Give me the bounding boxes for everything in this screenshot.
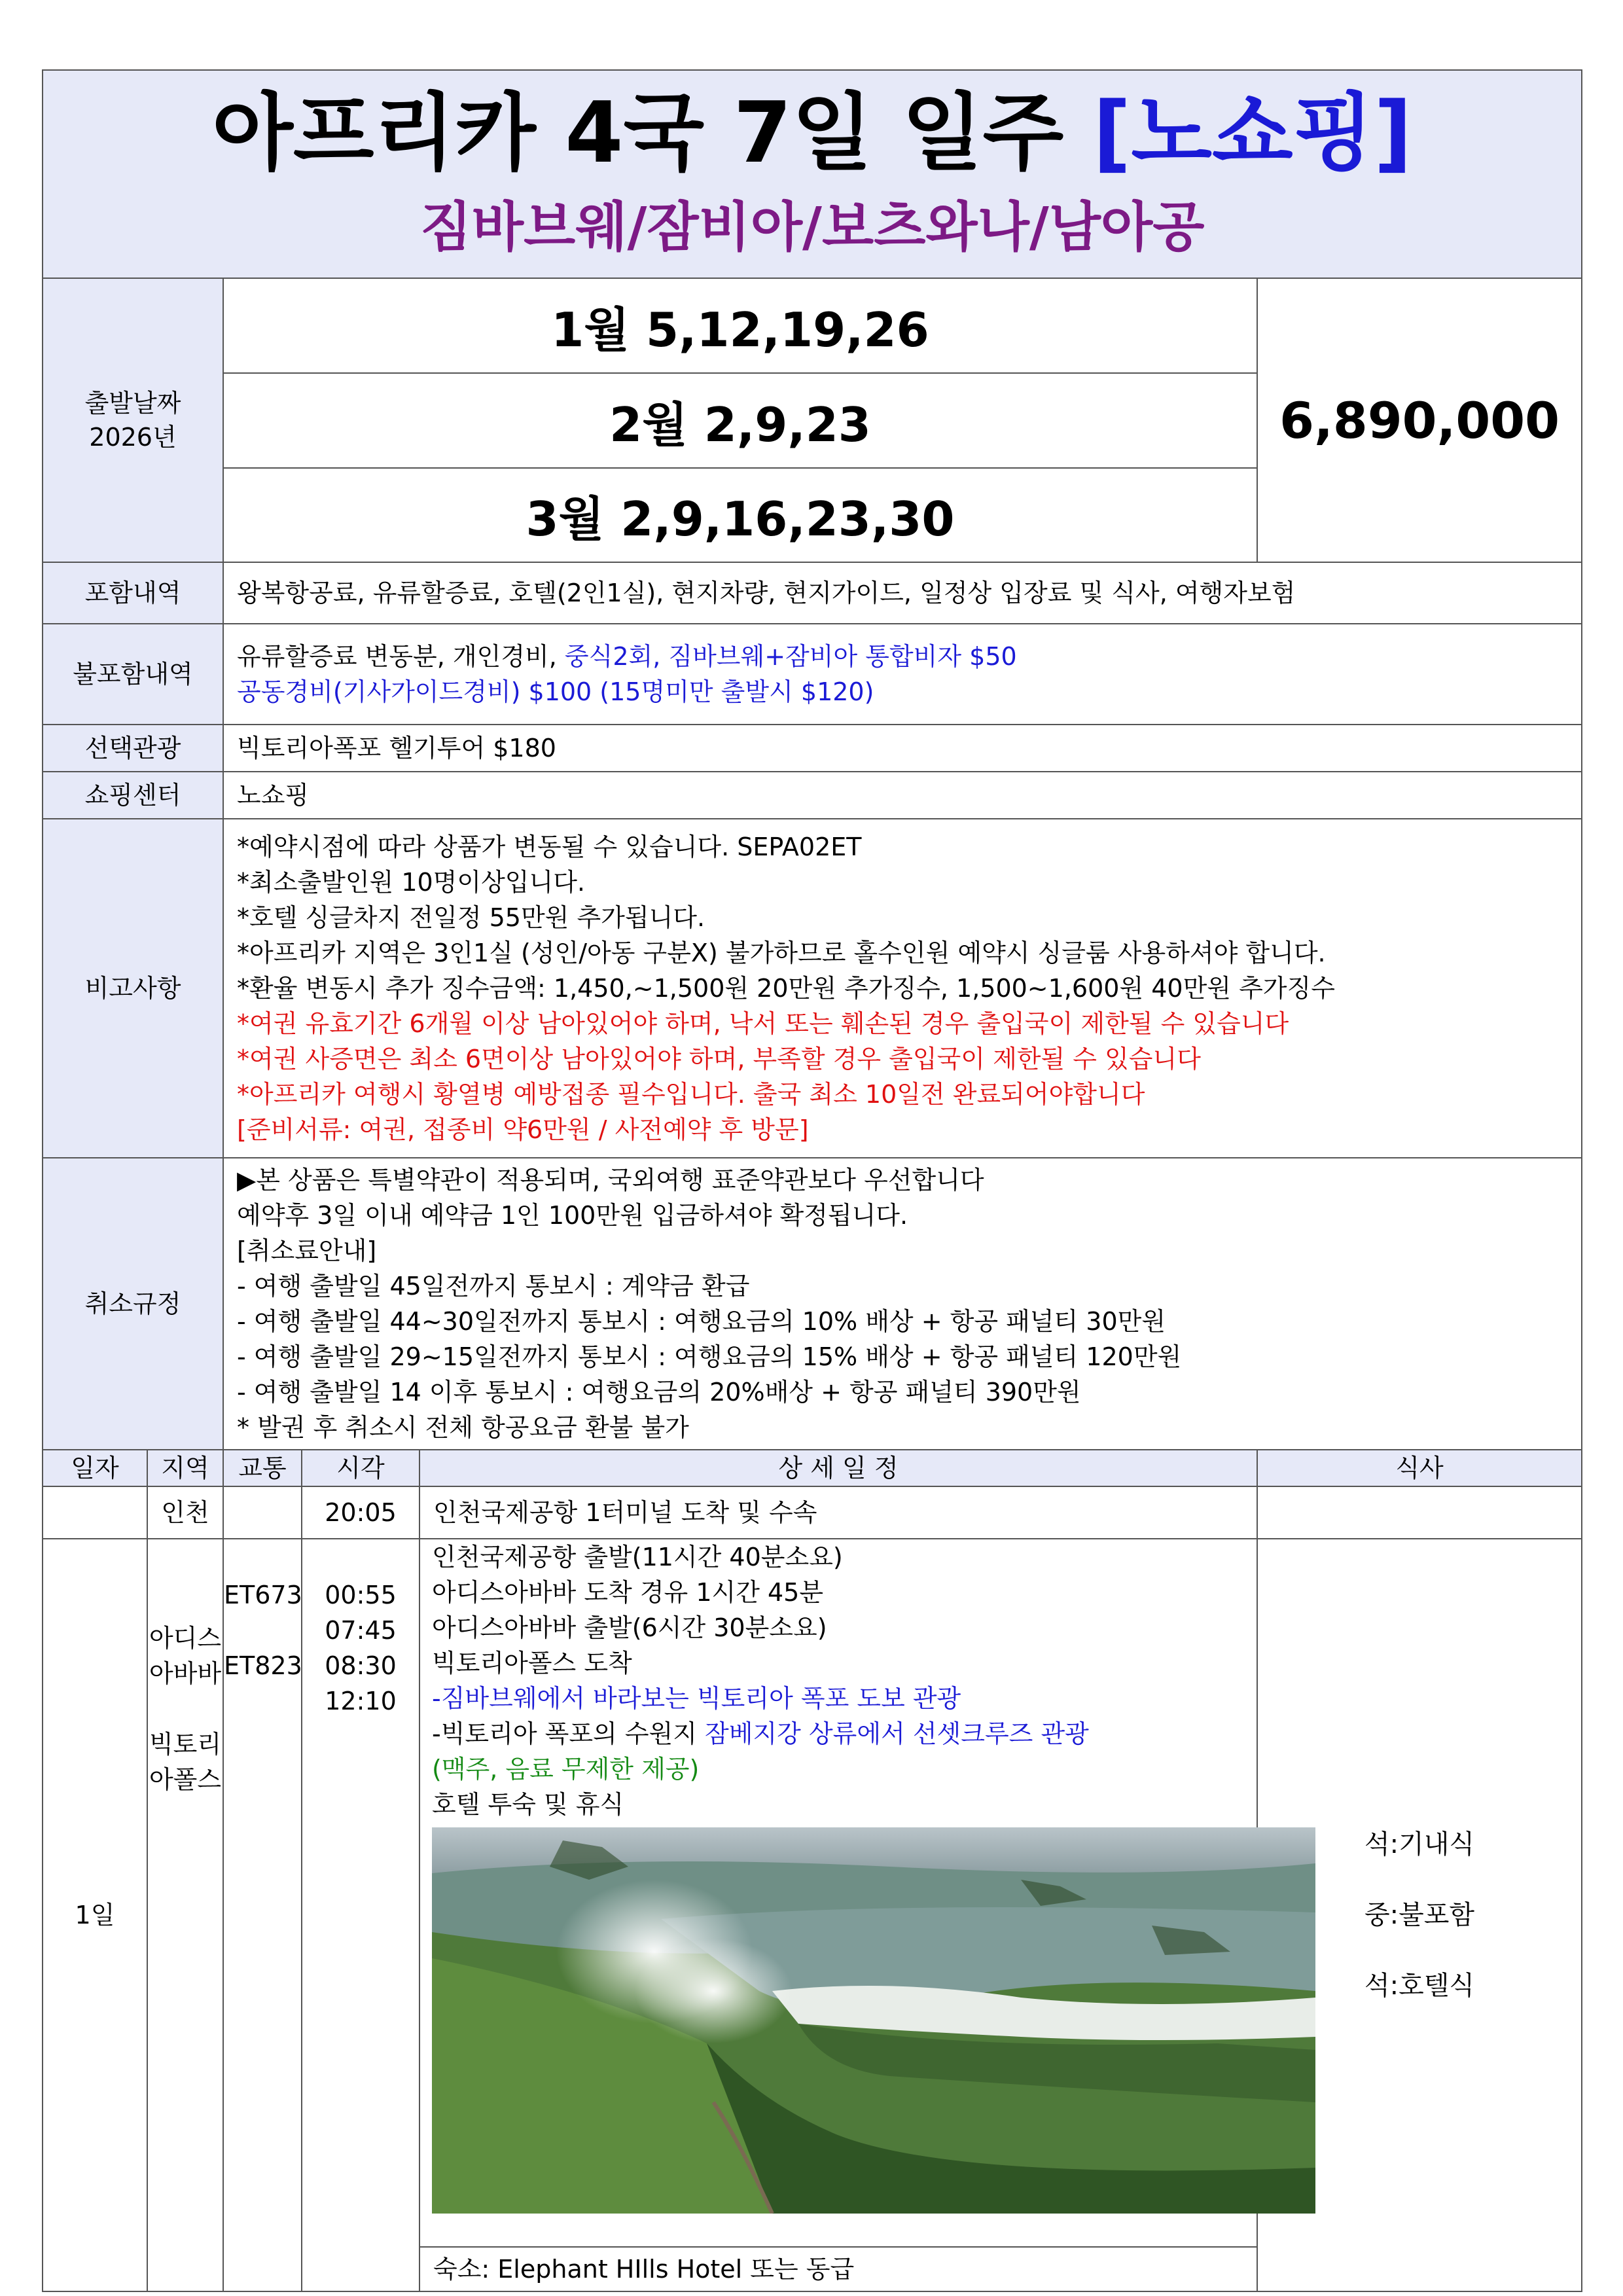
day0-region: 인천 xyxy=(147,1486,223,1539)
meal-dinner: 석:호텔식 xyxy=(1364,1971,1475,2001)
departure-date-row: 2월 2,9,23 xyxy=(223,373,1257,468)
col-header-region: 지역 xyxy=(147,1450,223,1486)
flight-number: ET823 xyxy=(224,1651,302,1680)
cancellation-line: - 여행 출발일 44~30일전까지 통보시 : 여행요금의 10% 배상 + 항공 패널티 30만원 xyxy=(237,1307,1166,1336)
day1-transport xyxy=(223,1539,302,2291)
remark-line: *예약시점에 따라 상품가 변동될 수 있습니다. SEPA02ET xyxy=(237,833,862,861)
excluded-label: 불포함내역 xyxy=(43,624,223,725)
day1-detail xyxy=(419,1539,1257,2247)
day0-detail: 인천국제공항 1터미널 도착 및 수속 xyxy=(419,1486,1257,1539)
remark-warning-line: *아프리카 여행시 황열병 예방접종 필수입니다. 출국 최소 10일전 완료되어야합니다 xyxy=(237,1080,1145,1109)
departure-date-row: 1월 5,12,19,26 xyxy=(223,278,1257,373)
schedule-line: 아디스아바바 출발(6시간 30분소요) xyxy=(432,1613,827,1642)
title-banner xyxy=(43,70,1582,278)
excluded-line1-highlight: 중식2회, 짐바브웨+잠비아 통합비자 $50 xyxy=(564,642,1017,671)
remark-line: *아프리카 지역은 3인1실 (성인/아동 구분X) 불가하므로 홀수인원 예약시 싱글룸 사용하셔야 합니다. xyxy=(237,939,1326,967)
cancellation-label: 취소규정 xyxy=(43,1158,223,1450)
cancellation-line: - 여행 출발일 14 이후 통보시 : 여행요금의 20%배상 + 항공 패널티 390만원 xyxy=(237,1378,1081,1407)
itinerary-table xyxy=(42,69,1582,2292)
shopping-label: 쇼핑센터 xyxy=(43,772,223,819)
departure-date-row: 3월 2,9,16,23,30 xyxy=(223,468,1257,562)
col-header-day: 일자 xyxy=(43,1450,147,1486)
cancellation-line: ▶본 상품은 특별약관이 적용되며, 국외여행 표준약관보다 우선합니다 xyxy=(237,1166,984,1194)
cancellation-text xyxy=(223,1158,1582,1450)
day1-day: 1일 xyxy=(43,1539,147,2291)
col-header-meals: 식사 xyxy=(1257,1450,1582,1486)
remark-line: *최소출발인원 10명이상입니다. xyxy=(237,868,586,897)
included-label: 포함내역 xyxy=(43,562,223,624)
shopping-text: 노쇼핑 xyxy=(223,772,1582,819)
departure-label xyxy=(43,278,223,562)
remarks-text xyxy=(223,819,1582,1158)
schedule-line: -빅토리아 폭포의 수원지 xyxy=(432,1719,705,1748)
meal-breakfast: 석:기내식 xyxy=(1364,1829,1475,1859)
day1-times xyxy=(302,1539,419,2291)
included-text: 왕복항공료, 유류할증료, 호텔(2인1실), 현지차량, 현지가이드, 일정상 입장료 및 식사, 여행자보험 xyxy=(223,562,1582,624)
day1-region xyxy=(147,1539,223,2291)
day0-transport-cell xyxy=(223,1486,302,1539)
remark-line: *환율 변동시 추가 징수금액: 1,450,~1,500원 20만원 추가징수, 1,500~1,600원 40만원 추가징수 xyxy=(237,974,1335,1003)
optional-tour-text: 빅토리아폭포 헬기투어 $180 xyxy=(223,725,1582,772)
schedule-line: 인천국제공항 출발(11시간 40분소요) xyxy=(432,1543,843,1571)
remark-warning-line: [준비서류: 여권, 접종비 약6만원 / 사전예약 후 방문] xyxy=(237,1115,809,1144)
col-header-transport: 교통 xyxy=(223,1450,302,1486)
tour-price: 6,890,000 xyxy=(1257,278,1582,562)
region-line: 빅토리 xyxy=(149,1730,222,1759)
excluded-line1: 유류할증료 변동분, 개인경비, xyxy=(237,642,565,671)
meal-lunch: 중:불포함 xyxy=(1364,1900,1475,1930)
schedule-note: (맥주, 음료 무제한 제공) xyxy=(432,1755,700,1784)
departure-label-line1: 출발날짜 xyxy=(84,389,181,418)
cancellation-line: 예약후 3일 이내 예약금 1인 100만원 입금하셔야 확정됩니다. xyxy=(237,1201,908,1230)
title-text: 아프리카 4국 7일 일주 xyxy=(212,84,1093,182)
schedule-highlight: 잠베지강 상류에서 선셋크루즈 관광 xyxy=(705,1719,1089,1748)
schedule-line: 호텔 투숙 및 휴식 xyxy=(432,1790,624,1819)
day1-hotel: 숙소: Elephant HIlls Hotel 또는 동급 xyxy=(419,2247,1257,2291)
victoria-falls-photo xyxy=(432,1827,1315,2214)
itinerary-document xyxy=(42,69,1581,2284)
col-header-time: 시각 xyxy=(302,1450,419,1486)
no-shopping-tag: [노쇼핑] xyxy=(1092,84,1412,182)
schedule-line: 빅토리아폴스 도착 xyxy=(432,1649,632,1677)
day0-meals-cell xyxy=(1257,1486,1582,1539)
remark-warning-line: *여권 유효기간 6개월 이상 남아있어야 하며, 낙서 또는 훼손된 경우 출입국이 제한될 수 있습니다 xyxy=(237,1009,1289,1038)
page-title xyxy=(43,72,1581,188)
day0-time: 20:05 xyxy=(302,1486,419,1539)
schedule-line: 아디스아바바 도착 경유 1시간 45분 xyxy=(432,1578,824,1607)
page-subtitle: 짐바브웨/잠비아/보츠와나/남아공 xyxy=(419,196,1205,259)
col-header-detail: 상 세 일 정 xyxy=(419,1450,1257,1486)
time-value: 07:45 xyxy=(325,1616,397,1645)
cancellation-line: - 여행 출발일 45일전까지 통보시 : 계약금 환급 xyxy=(237,1272,750,1300)
departure-label-year: 2026년 xyxy=(89,423,177,452)
region-line: 아디스 xyxy=(149,1624,222,1653)
excluded-line2: 공동경비(기사가이드경비) $100 (15명미만 출발시 $120) xyxy=(237,677,874,706)
remarks-label: 비고사항 xyxy=(43,819,223,1158)
time-value: 12:10 xyxy=(325,1687,397,1715)
cancellation-line: * 발권 후 취소시 전체 항공요금 환불 불가 xyxy=(237,1413,689,1442)
cancellation-line: [취소료안내] xyxy=(237,1236,377,1265)
flight-number: ET673 xyxy=(224,1581,302,1609)
cancellation-line: - 여행 출발일 29~15일전까지 통보시 : 여행요금의 15% 배상 + 항공 패널티 120만원 xyxy=(237,1342,1182,1371)
region-line: 아바바 xyxy=(149,1659,222,1688)
region-line: 아폴스 xyxy=(149,1765,222,1794)
schedule-highlight-line: -짐바브웨에서 바라보는 빅토리아 폭포 도보 관광 xyxy=(432,1684,961,1713)
time-value: 00:55 xyxy=(325,1581,397,1609)
time-value: 08:30 xyxy=(325,1651,397,1680)
day0-day-cell xyxy=(43,1486,147,1539)
remark-warning-line: *여권 사증면은 최소 6면이상 남아있어야 하며, 부족할 경우 출입국이 제한될 수 있습니다 xyxy=(237,1045,1201,1073)
optional-tour-label: 선택관광 xyxy=(43,725,223,772)
excluded-text xyxy=(223,624,1582,725)
remark-line: *호텔 싱글차지 전일정 55만원 추가됩니다. xyxy=(237,903,705,932)
